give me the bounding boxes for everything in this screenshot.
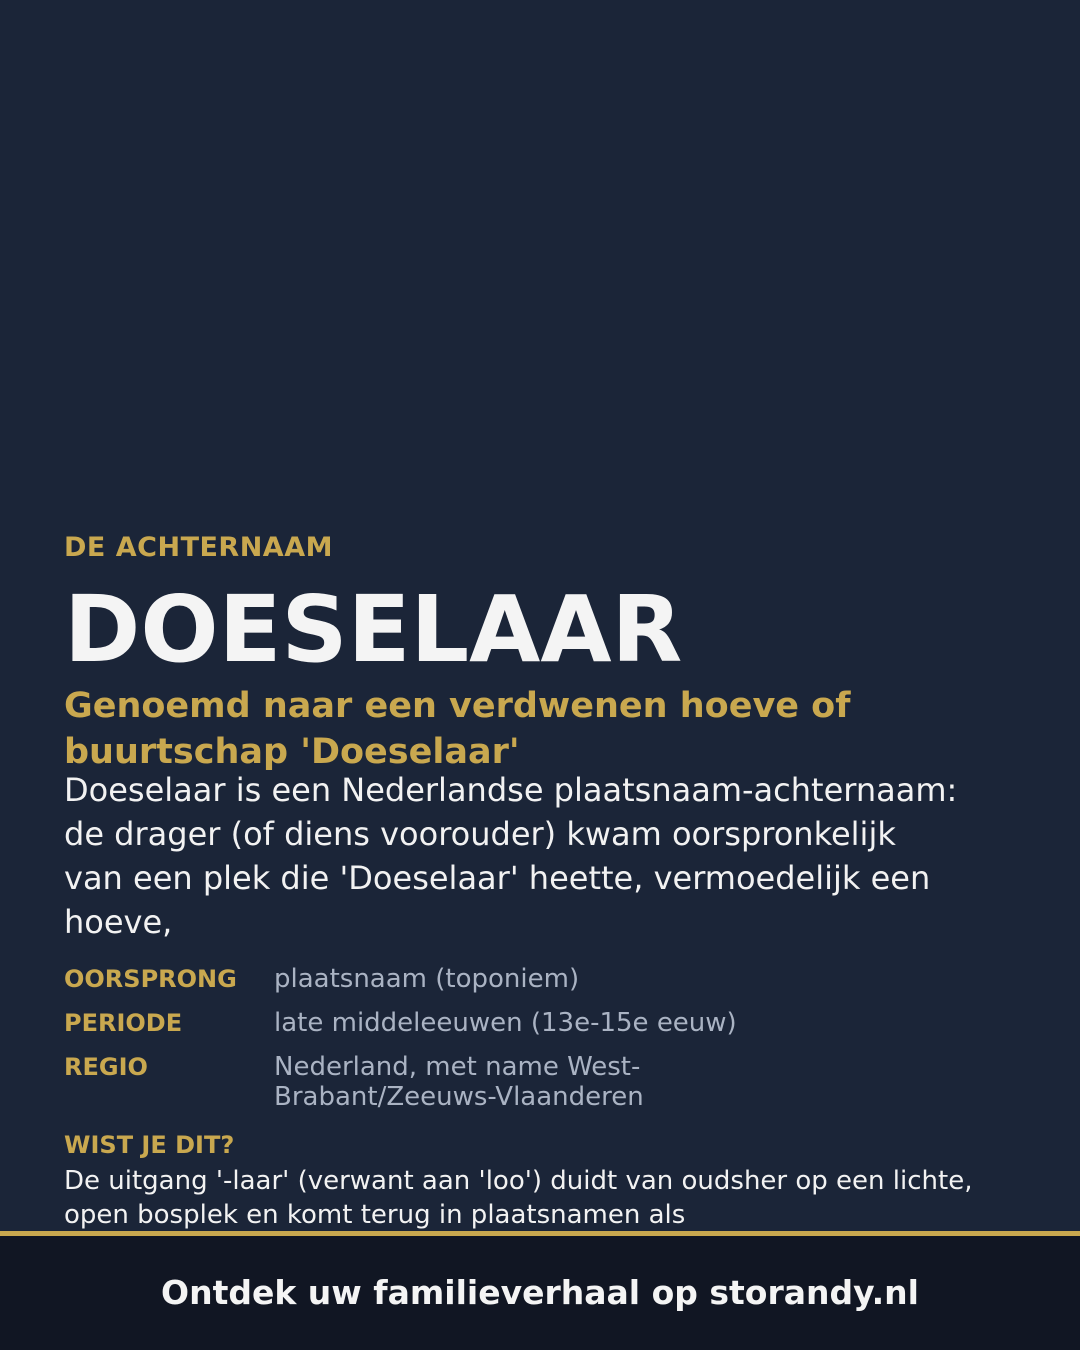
footer-cta[interactable]: Ontdek uw familieverhaal op storandy.nl <box>161 1273 919 1312</box>
fact-row-origin <box>64 964 1024 994</box>
did-you-know-text: De uitgang '-laar' (verwant aan 'loo') duidt van oudsher op een lichte, open bosplek en komt terug in plaatsnamen als <box>64 1166 973 1230</box>
fact-value: late middeleeuwen (13e-15e eeuw) <box>274 1008 737 1038</box>
facts-list <box>64 964 1024 1126</box>
surname-subtitle: Genoemd naar een verdwenen hoeve of buurtschap 'Doeselaar' <box>64 686 851 772</box>
fact-label: PERIODE <box>64 1009 183 1037</box>
fact-value: plaatsnaam (toponiem) <box>274 964 580 994</box>
surname-title: DOESELAAR <box>64 576 683 683</box>
fact-row-period <box>64 1008 1024 1038</box>
fact-label: OORSPRONG <box>64 965 237 993</box>
footer-banner <box>0 1236 1080 1350</box>
did-you-know-label: WIST JE DIT? <box>64 1131 235 1159</box>
fact-row-region <box>64 1052 1024 1112</box>
surname-description: Doeselaar is een Nederlandse plaatsnaam-achternaam: de drager (of diens voorouder) kwam oorspronkelijk van een plek die 'Doeselaar' heette, vermoedelijk een hoeve, <box>64 771 958 941</box>
fact-value: Nederland, met name West-Brabant/Zeeuws-Vlaanderen <box>274 1052 644 1112</box>
eyebrow-label: DE ACHTERNAAM <box>64 532 333 563</box>
fact-label: REGIO <box>64 1053 148 1081</box>
